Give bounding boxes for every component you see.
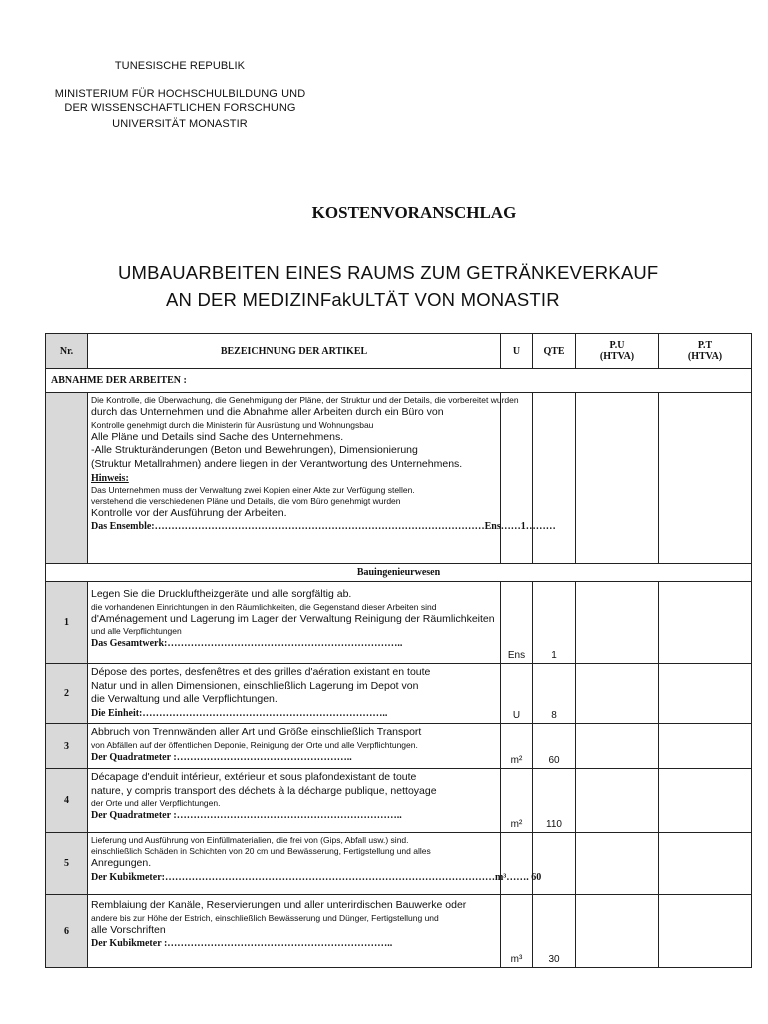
header-pt-line1: P.T — [697, 340, 713, 351]
item-line: und alle Verpflichtungen — [91, 626, 182, 637]
item-unit-price — [576, 769, 659, 833]
item-unit-label: Die Einheit:……………………………………………………………….. — [91, 707, 388, 719]
header-pt — [659, 334, 752, 369]
item-total-price — [659, 833, 752, 895]
item-total-price — [659, 895, 752, 968]
item-nr: 4 — [46, 769, 88, 833]
item-unit: Ens — [501, 582, 533, 664]
item-total-price — [659, 582, 752, 664]
table-row — [46, 582, 752, 664]
ministry-line-2: DER WISSENSCHAFTLICHEN FORSCHUNG — [64, 102, 296, 114]
subtitle-line-2: AN DER MEDIZINFakULTÄT VON MONASTIR — [166, 289, 560, 310]
item-description — [88, 582, 501, 664]
section-row — [46, 369, 752, 393]
item-total-price — [659, 664, 752, 724]
category-label: Bauingenieurwesen — [46, 564, 752, 582]
item-line: andere bis zur Höhe der Estrich, einschließlich Bewässerung und Dünger, Fertigstellung und — [91, 912, 439, 923]
intro-line: Die Kontrolle, die Überwachung, die Genehmigung der Pläne, der Struktur und der Details, die vorbereitet wurden — [91, 395, 519, 405]
item-description — [88, 664, 501, 724]
item-quantity: 1 — [533, 582, 576, 664]
header-pu-line2: (HTVA) — [599, 351, 635, 362]
intro-total-label: Das Ensemble:………………………………………………………………………………………Ens……1……… — [91, 521, 556, 533]
document-title: KOSTENVORANSCHLAG — [311, 203, 517, 222]
header-bezeichnung: BEZEICHNUNG DER ARTIKEL — [88, 334, 501, 369]
item-line: von Abfällen auf der öffentlichen Deponie, Reinigung der Orte und alle Verpflichtungen. — [91, 739, 418, 750]
item-quantity — [533, 833, 576, 895]
item-unit: m² — [501, 769, 533, 833]
cost-estimate-table — [45, 333, 752, 968]
item-unit: U — [501, 664, 533, 724]
intro-qte — [533, 393, 576, 564]
intro-description — [88, 393, 556, 564]
item-description — [88, 724, 501, 769]
intro-line: Kontrolle vor der Ausführung der Arbeiten. — [91, 506, 287, 519]
item-description — [88, 895, 501, 968]
item-line: die Verwaltung und alle Verpflichtungen. — [91, 693, 278, 706]
header-u: U — [501, 334, 533, 369]
item-line: Décapage d'enduit intérieur, extérieur et sous plafondexistant de toute — [91, 771, 417, 783]
header-nr: Nr. — [46, 334, 88, 369]
table-row — [46, 664, 752, 724]
item-unit-label: Der Quadratmeter :………………………………………………………….. — [91, 810, 402, 822]
hinweis-label: Hinweis: — [91, 472, 129, 484]
item-line: Dépose des portes, desfenêtres et des grilles d'aération existant en toute — [91, 666, 431, 678]
intro-line: Das Unternehmen muss der Verwaltung zwei Kopien einer Akte zur Verfügung stellen. — [91, 484, 415, 495]
item-unit-label: Der Quadratmeter :…………………………………………….. — [91, 751, 352, 763]
table-row — [46, 724, 752, 769]
item-unit-label: Der Kubikmeter :………………………………………………………….. — [91, 938, 393, 950]
item-nr: 1 — [46, 582, 88, 664]
intro-pu — [576, 393, 659, 564]
item-unit: m² — [501, 724, 533, 769]
header-pu — [576, 334, 659, 369]
item-unit: m³ — [501, 895, 533, 968]
item-quantity: 8 — [533, 664, 576, 724]
item-total-price — [659, 724, 752, 769]
item-line: Remblaiung der Kanäle, Reservierungen und aller unterirdischen Bauwerke oder — [91, 899, 467, 911]
item-quantity: 60 — [533, 724, 576, 769]
item-line: Legen Sie die Druckluftheizgeräte und alle sorgfältig ab. — [91, 588, 352, 600]
item-nr: 3 — [46, 724, 88, 769]
item-line: nature, y compris transport des déchets à la décharge publique, nettoyage — [91, 784, 437, 797]
header-pt-line2: (HTVA) — [687, 351, 723, 362]
item-unit-price — [576, 724, 659, 769]
intro-line: verstehend die verschiedenen Pläne und Details, die vom Büro genehmigt wurden — [91, 495, 401, 506]
item-unit-price — [576, 664, 659, 724]
item-quantity: 110 — [533, 769, 576, 833]
item-unit-price — [576, 582, 659, 664]
table-row — [46, 769, 752, 833]
item-line: Anregungen. — [91, 857, 152, 870]
item-unit-price — [576, 833, 659, 895]
item-description — [88, 769, 501, 833]
item-unit-price — [576, 895, 659, 968]
intro-pt — [659, 393, 752, 564]
table-row — [46, 895, 752, 968]
item-line: d'Aménagement und Lagerung im Lager der Verwaltung Reinigung der Räumlichkeiten — [91, 612, 495, 625]
item-quantity: 30 — [533, 895, 576, 968]
intro-row — [46, 393, 752, 564]
item-unit — [501, 833, 533, 895]
section-title: ABNAHME DER ARBEITEN : — [46, 369, 752, 393]
item-line: Natur und in allen Dimensionen, einschließlich Lagerung im Depot von — [91, 679, 419, 692]
table-row — [46, 833, 752, 895]
intro-line: Alle Pläne und Details sind Sache des Unternehmens. — [91, 430, 344, 443]
item-nr: 2 — [46, 664, 88, 724]
item-line: alle Vorschriften — [91, 923, 166, 936]
item-line: Abbruch von Trennwänden aller Art und Größe einschließlich Transport — [91, 726, 422, 738]
item-line: der Orte und aller Verpflichtungen. — [91, 798, 221, 809]
item-line: die vorhandenen Einrichtungen in den Räumlichkeiten, die Gegenstand dieser Arbeiten sind — [91, 601, 437, 612]
intro-line: -Alle Strukturänderungen (Beton und Bewehrungen), Dimensionierung — [91, 444, 418, 457]
header-qte: QTE — [533, 334, 576, 369]
header-pu-line1: P.U — [609, 340, 625, 351]
subtitle-line-1: UMBAUARBEITEN EINES RAUMS ZUM GETRÄNKEVERKAUF — [118, 262, 659, 283]
table-header-row — [46, 334, 752, 369]
category-row — [46, 564, 752, 582]
item-nr: 5 — [46, 833, 88, 895]
item-unit-label: Der Kubikmeter:………………………………………………………………………………………m³……. 60 — [91, 871, 542, 883]
intro-line: Kontrolle genehmigt durch die Ministerin für Ausrüstung und Wohnungsbau — [91, 419, 374, 430]
country-name: TUNESISCHE REPUBLIK — [114, 60, 246, 72]
intro-nr — [46, 393, 88, 564]
item-line: einschließlich Schäden in Schichten von 20 cm und Bewässerung, Fertigstellung und alles — [91, 846, 431, 857]
item-unit-label: Das Gesamtwerk:…………………………………………………………….. — [91, 638, 403, 650]
item-total-price — [659, 769, 752, 833]
university-name: UNIVERSITÄT MONASTIR — [112, 118, 248, 130]
ministry-line-1: MINISTERIUM FÜR HOCHSCHULBILDUNG UND — [54, 88, 306, 100]
intro-line: durch das Unternehmen und die Abnahme aller Arbeiten durch ein Büro von — [91, 406, 444, 419]
item-nr: 6 — [46, 895, 88, 968]
intro-line: (Struktur Metallrahmen) andere liegen in der Verantwortung des Unternehmens. — [91, 458, 463, 471]
item-description — [88, 833, 542, 895]
item-line: Lieferung und Ausführung von Einfüllmaterialien, die frei von (Gips, Abfall usw.) sind. — [91, 835, 409, 845]
intro-u — [501, 393, 533, 564]
